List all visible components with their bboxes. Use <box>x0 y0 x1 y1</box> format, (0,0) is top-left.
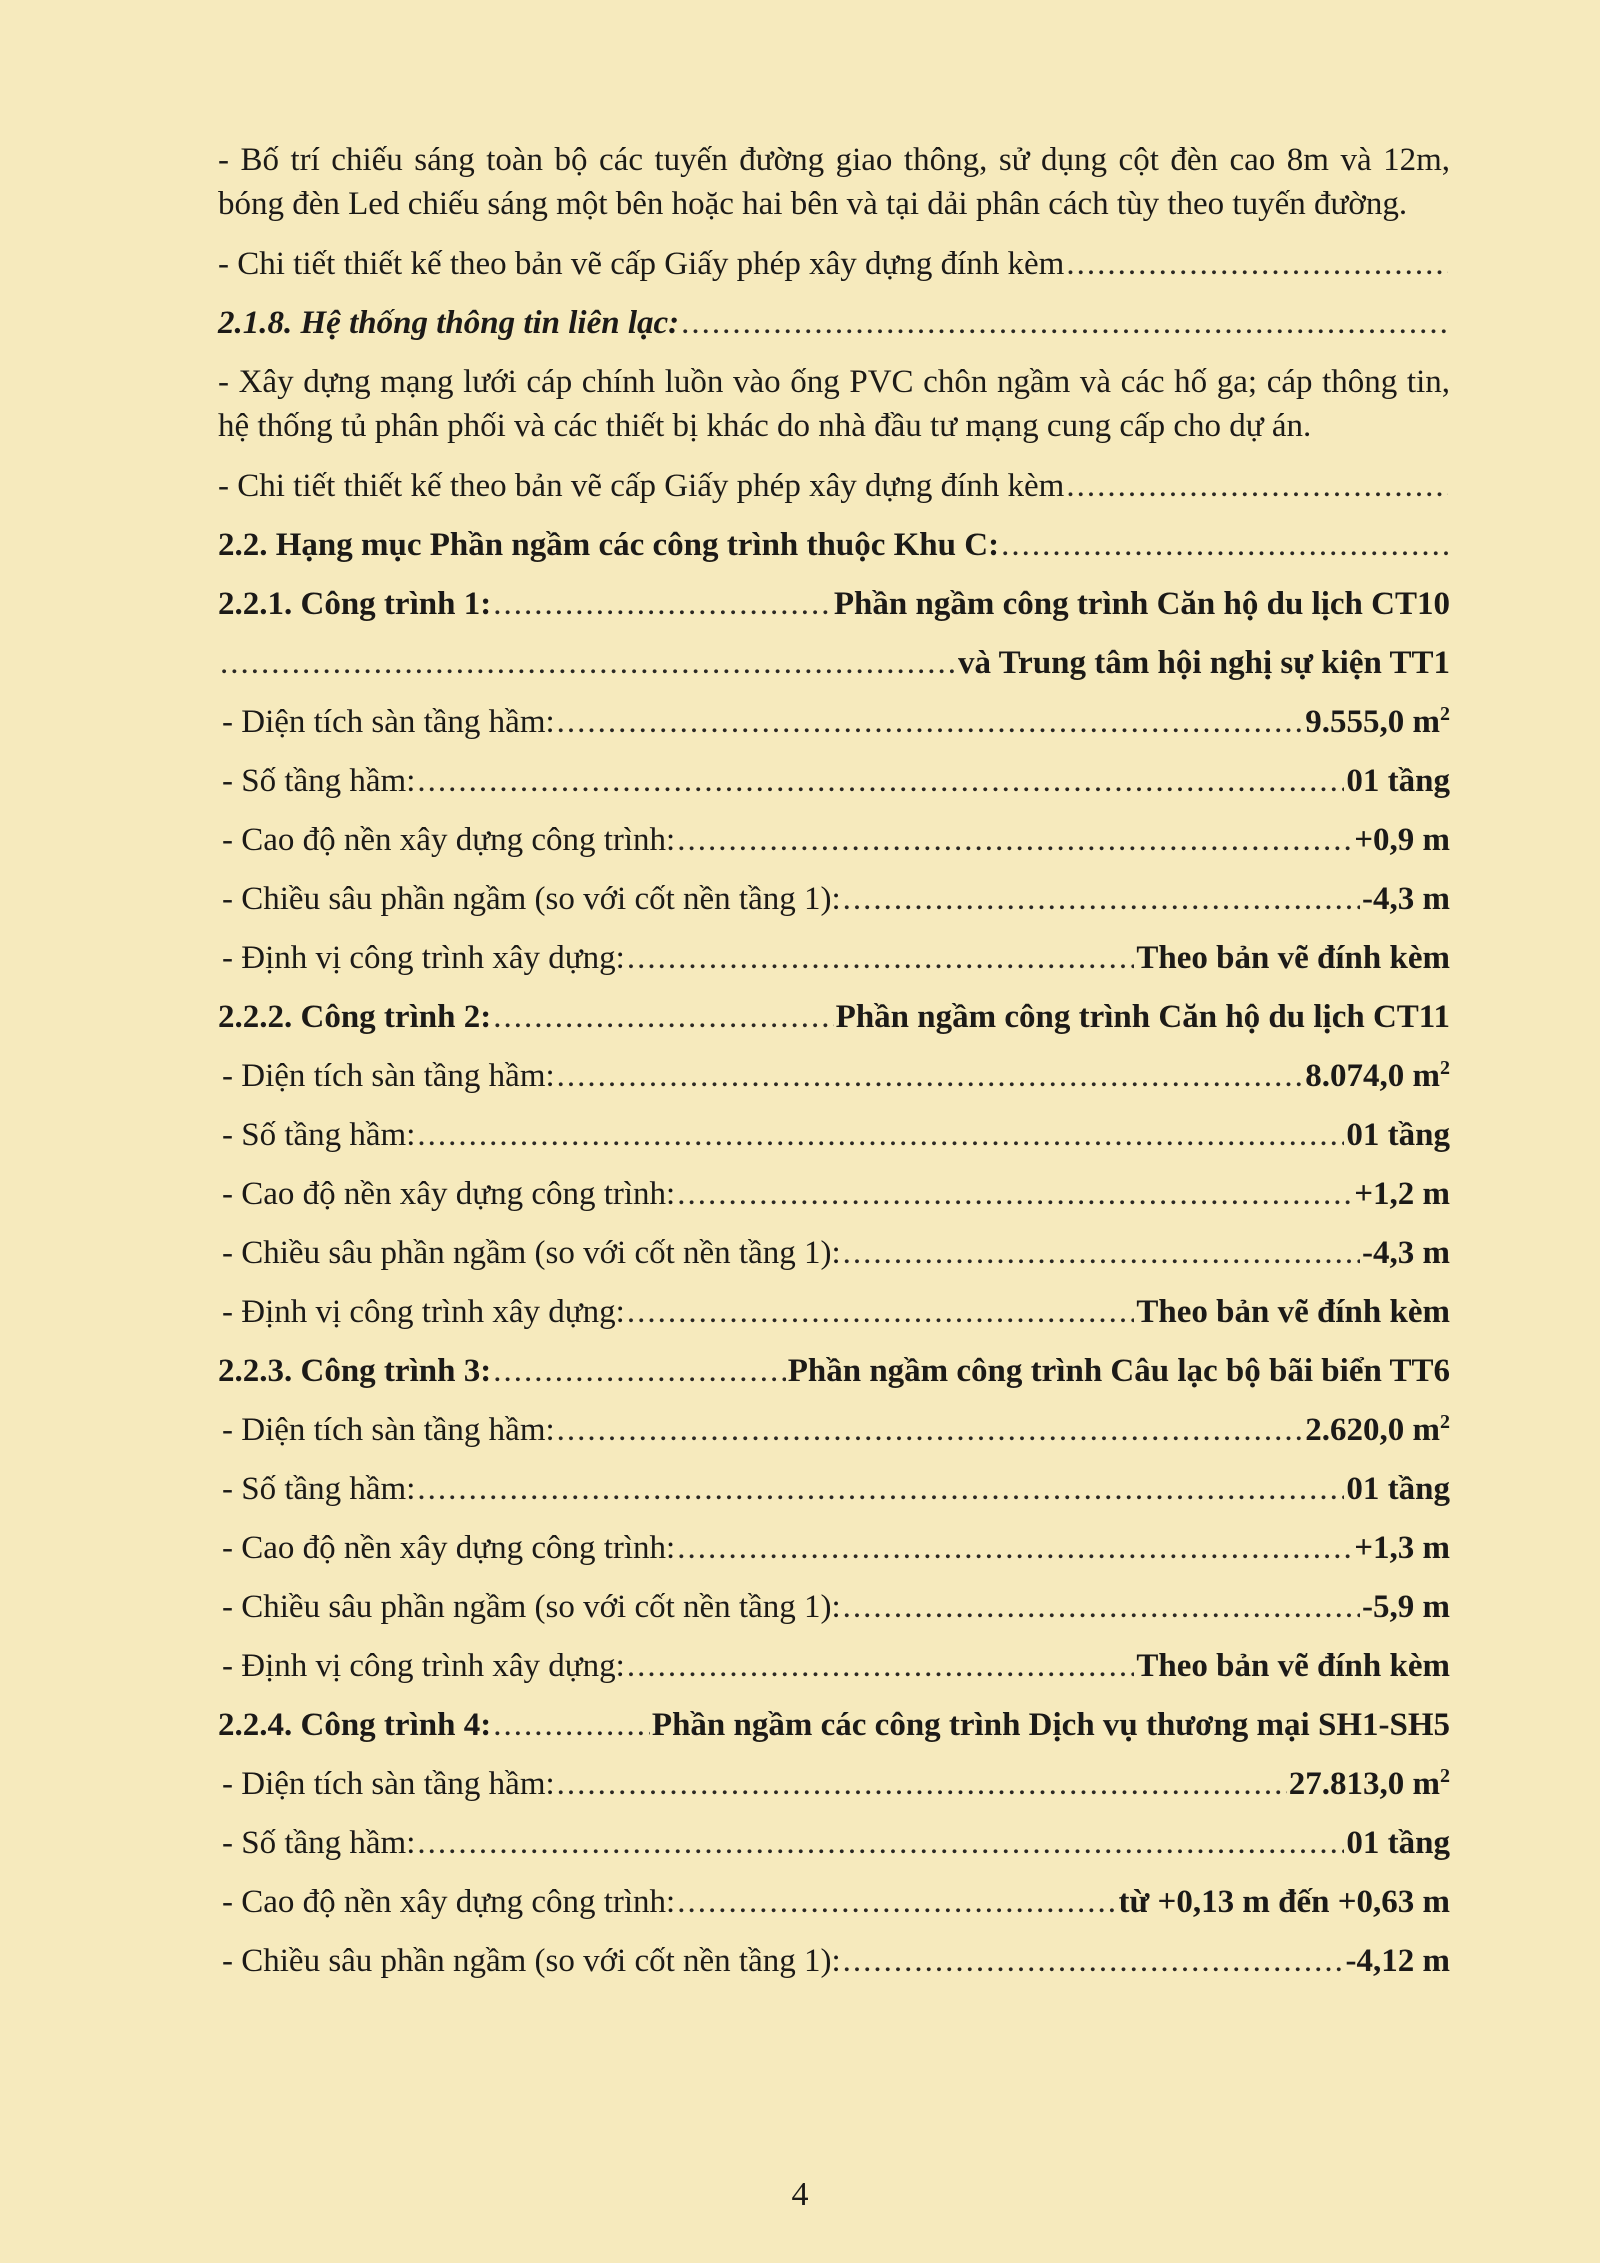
leader-dots <box>493 995 833 1039</box>
spec-value <box>1362 1231 1450 1275</box>
paragraph-lighting: - Bố trí chiếu sáng toàn bộ các tuyến đường giao thông, sử dụng cột đèn cao 8m và 12m, bóng đèn Led chiếu sáng một bên hoặc hai bên và tại dải phân cách tùy theo tuyến đường. <box>218 142 1450 222</box>
spec-label: - Chiều sâu phần ngầm (so với cốt nền tầng 1): <box>222 1235 841 1271</box>
spec-value <box>1354 1526 1450 1570</box>
spec-value <box>1136 1290 1450 1334</box>
spec-value <box>1346 1113 1450 1157</box>
spec-row <box>218 1172 1450 1216</box>
design-reference-line <box>218 464 1450 508</box>
design-reference-line <box>218 242 1450 286</box>
spec-row <box>218 1762 1450 1806</box>
spec-label: - Số tầng hầm: <box>222 763 416 799</box>
page-number: 4 <box>791 2176 809 2213</box>
spec-label: - Diện tích sàn tầng hầm: <box>222 704 555 740</box>
spec-value <box>1354 1172 1450 1216</box>
spec-value-text: 9.555,0 m <box>1305 704 1440 740</box>
work-heading <box>218 582 1450 626</box>
spec-value <box>1305 1054 1450 1098</box>
work-title-continuation: và Trung tâm hội nghị sự kiện TT1 <box>957 645 1450 681</box>
spec-label: - Chiều sâu phần ngầm (so với cốt nền tầng 1): <box>222 881 841 917</box>
spec-row <box>218 1290 1450 1334</box>
work-title: Phần ngầm các công trình Dịch vụ thương mại SH1-SH5 <box>651 1707 1450 1743</box>
design-reference-text: - Chi tiết thiết kế theo bản vẽ cấp Giấy phép xây dựng đính kèm <box>218 246 1065 282</box>
leader-dots <box>843 1585 1360 1629</box>
spec-value-text: +0,9 m <box>1354 822 1450 858</box>
leader-dots <box>493 582 832 626</box>
leader-dots <box>677 818 1352 862</box>
leader-dots <box>220 641 956 685</box>
superscript: 2 <box>1440 1765 1450 1787</box>
spec-value-text: -5,9 m <box>1362 1589 1450 1625</box>
spec-value-text: -4,3 m <box>1362 1235 1450 1271</box>
leader-dots <box>843 1939 1344 1983</box>
leader-dots <box>417 1821 1344 1865</box>
spec-value-text: 01 tầng <box>1346 763 1450 799</box>
leader-dots <box>417 1467 1344 1511</box>
leader-dots <box>1066 242 1448 286</box>
spec-value-text: 01 tầng <box>1346 1117 1450 1153</box>
leader-dots <box>557 700 1304 744</box>
superscript: 2 <box>1440 703 1450 725</box>
spec-label: - Diện tích sàn tầng hầm: <box>222 1766 555 1802</box>
work-title: Phần ngầm công trình Căn hộ du lịch CT11 <box>835 999 1450 1035</box>
leader-dots <box>417 759 1344 803</box>
spec-label: - Diện tích sàn tầng hầm: <box>222 1412 555 1448</box>
spec-label: - Số tầng hầm: <box>222 1471 416 1507</box>
spec-value <box>1136 1644 1450 1688</box>
superscript: 2 <box>1440 1057 1450 1079</box>
spec-row <box>218 1231 1450 1275</box>
spec-label: - Cao độ nền xây dựng công trình: <box>222 822 676 858</box>
spec-value-text: 01 tầng <box>1346 1825 1450 1861</box>
spec-value <box>1362 877 1450 921</box>
spec-value <box>1346 759 1450 803</box>
spec-label: - Định vị công trình xây dựng: <box>222 1294 625 1330</box>
leader-dots <box>677 1526 1352 1570</box>
spec-row <box>218 1644 1450 1688</box>
superscript: 2 <box>1440 1411 1450 1433</box>
spec-value <box>1305 1408 1450 1452</box>
spec-value-text: +1,3 m <box>1354 1530 1450 1566</box>
work-label: 2.2.1. Công trình 1: <box>218 586 492 622</box>
spec-row <box>218 1821 1450 1865</box>
leader-dots <box>627 1644 1135 1688</box>
spec-row <box>218 877 1450 921</box>
spec-value-text: Theo bản vẽ đính kèm <box>1136 1648 1450 1684</box>
spec-value-text: 2.620,0 m <box>1305 1412 1440 1448</box>
spec-value <box>1136 936 1450 980</box>
work-label: 2.2.2. Công trình 2: <box>218 999 492 1035</box>
spec-row <box>218 1467 1450 1511</box>
leader-dots <box>843 877 1360 921</box>
spec-value <box>1346 1821 1450 1865</box>
spec-value-text: Theo bản vẽ đính kèm <box>1136 1294 1450 1330</box>
spec-label: - Số tầng hầm: <box>222 1825 416 1861</box>
leader-dots <box>1066 464 1448 508</box>
heading-text: 2.2. Hạng mục Phần ngầm các công trình thuộc Khu C: <box>218 527 1000 563</box>
work-title: Phần ngầm công trình Căn hộ du lịch CT10 <box>833 586 1450 622</box>
spec-label: - Cao độ nền xây dựng công trình: <box>222 1884 676 1920</box>
spec-value-text: từ +0,13 m đến +0,63 m <box>1118 1884 1450 1920</box>
spec-value <box>1305 700 1450 744</box>
spec-value-text: -4,3 m <box>1362 881 1450 917</box>
spec-value <box>1346 1467 1450 1511</box>
work-heading-continuation <box>218 641 1450 685</box>
spec-value <box>1119 1880 1450 1924</box>
work-heading <box>218 1703 1450 1747</box>
spec-label: - Cao độ nền xây dựng công trình: <box>222 1530 676 1566</box>
spec-label: - Diện tích sàn tầng hầm: <box>222 1058 555 1094</box>
spec-value-text: 27.813,0 m <box>1288 1766 1440 1802</box>
paragraph-network: - Xây dựng mạng lưới cáp chính luồn vào ống PVC chôn ngầm và các hố ga; cáp thông tin, hệ thống tủ phân phối và các thiết bị khác do nhà đầu tư mạng cung cấp cho dự án. <box>218 364 1450 444</box>
spec-value-text: -4,12 m <box>1345 1943 1450 1979</box>
spec-value <box>1354 818 1450 862</box>
work-heading <box>218 1349 1450 1393</box>
leader-dots <box>557 1408 1304 1452</box>
spec-label: - Chiều sâu phần ngầm (so với cốt nền tầng 1): <box>222 1943 841 1979</box>
spec-label: - Số tầng hầm: <box>222 1117 416 1153</box>
work-heading <box>218 995 1450 1039</box>
spec-row <box>218 759 1450 803</box>
design-reference-text: - Chi tiết thiết kế theo bản vẽ cấp Giấy phép xây dựng đính kèm <box>218 468 1065 504</box>
spec-value <box>1362 1585 1450 1629</box>
leader-dots <box>843 1231 1360 1275</box>
work-title: Phần ngầm công trình Câu lạc bộ bãi biển TT6 <box>787 1353 1450 1389</box>
page-content <box>218 138 1450 1998</box>
spec-value <box>1289 1762 1450 1806</box>
work-label: 2.2.4. Công trình 4: <box>218 1707 492 1743</box>
leader-dots <box>681 301 1448 345</box>
spec-label: - Định vị công trình xây dựng: <box>222 940 625 976</box>
spec-value-text: 01 tầng <box>1346 1471 1450 1507</box>
leader-dots <box>417 1113 1344 1157</box>
heading-text: 2.1.8. Hệ thống thông tin liên lạc: <box>218 305 680 341</box>
spec-value <box>1346 1939 1450 1983</box>
work-label: 2.2.3. Công trình 3: <box>218 1353 492 1389</box>
spec-row <box>218 1585 1450 1629</box>
works-list <box>218 582 1450 1983</box>
leader-dots <box>677 1880 1116 1924</box>
spec-value-text: +1,2 m <box>1354 1176 1450 1212</box>
spec-row <box>218 1939 1450 1983</box>
spec-row <box>218 700 1450 744</box>
leader-dots <box>1001 523 1448 567</box>
section-heading-2-1-8 <box>218 301 1450 345</box>
leader-dots <box>627 1290 1135 1334</box>
spec-row <box>218 1054 1450 1098</box>
spec-value-text: 8.074,0 m <box>1305 1058 1440 1094</box>
spec-row <box>218 1408 1450 1452</box>
leader-dots <box>557 1054 1304 1098</box>
spec-row <box>218 818 1450 862</box>
leader-dots <box>493 1703 650 1747</box>
leader-dots <box>627 936 1135 980</box>
spec-value-text: Theo bản vẽ đính kèm <box>1136 940 1450 976</box>
spec-label: - Định vị công trình xây dựng: <box>222 1648 625 1684</box>
section-heading-2-2 <box>218 523 1450 567</box>
spec-label: - Cao độ nền xây dựng công trình: <box>222 1176 676 1212</box>
leader-dots <box>557 1762 1287 1806</box>
spec-label: - Chiều sâu phần ngầm (so với cốt nền tầng 1): <box>222 1589 841 1625</box>
spec-row <box>218 1880 1450 1924</box>
spec-row <box>218 1526 1450 1570</box>
spec-row <box>218 1113 1450 1157</box>
spec-row <box>218 936 1450 980</box>
leader-dots <box>493 1349 786 1393</box>
leader-dots <box>677 1172 1352 1216</box>
